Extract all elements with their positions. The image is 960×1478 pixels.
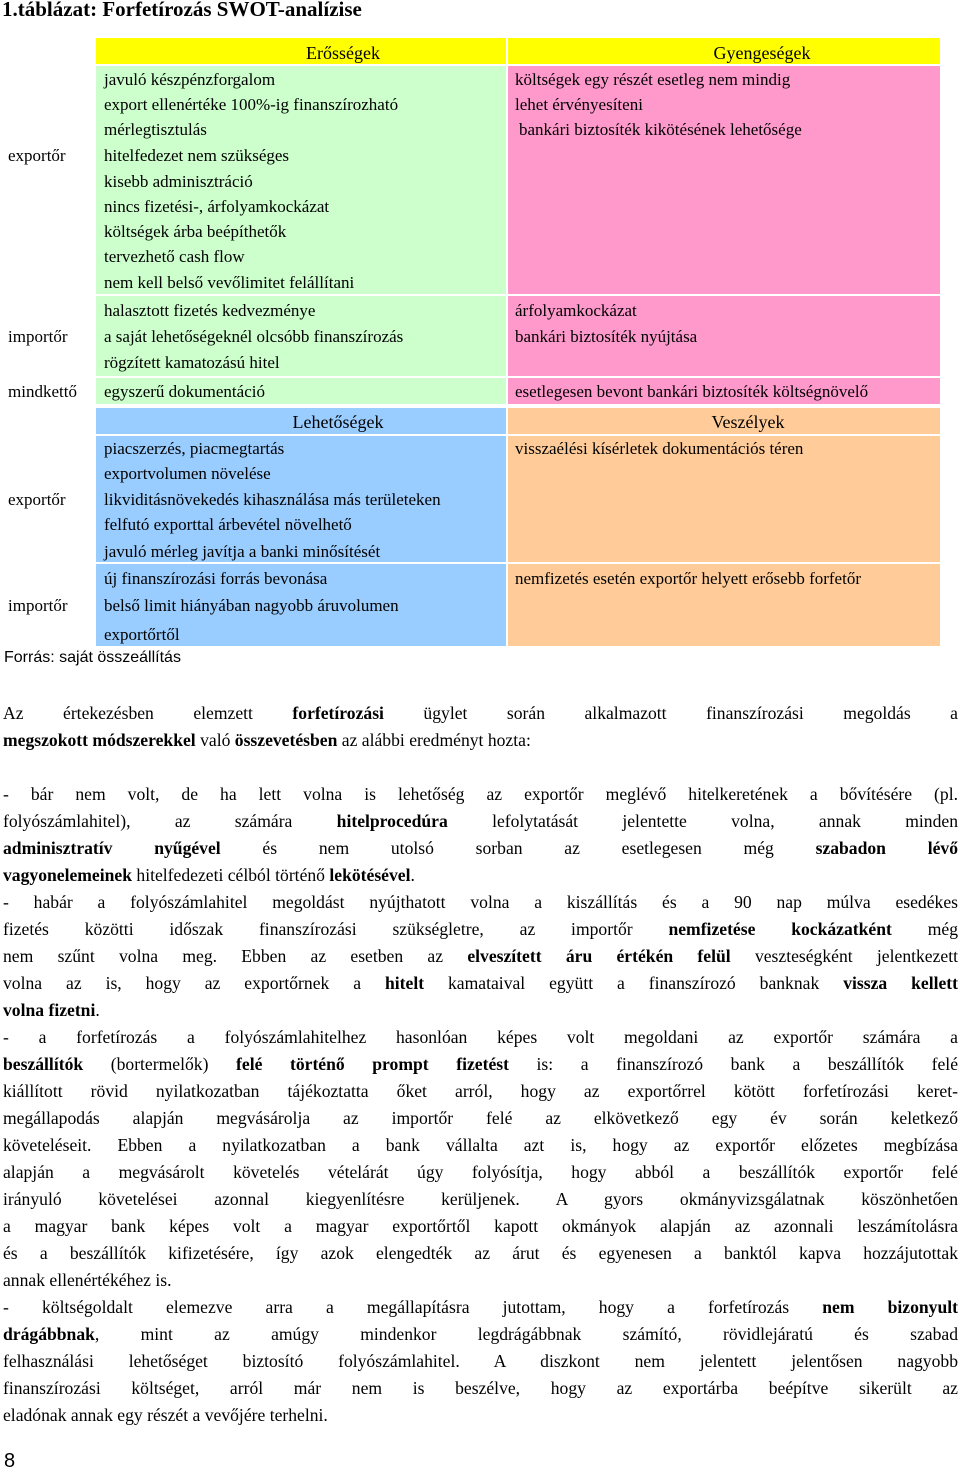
strength-item: mérlegtisztulás (104, 120, 207, 139)
bold-term: vissza kellett (843, 973, 958, 993)
bold-term: hitelprocedúra (336, 811, 448, 831)
paragraph-line (3, 970, 958, 997)
text-run: volna az is, hogy az exportőrnek a (3, 973, 385, 993)
paragraph-line: - a forfetírozás a folyószámlahitelhez hasonlóan képes volt megoldani az exportőr számára a (3, 1027, 958, 1047)
bold-term: nemfizetése kockázatként (668, 919, 892, 939)
text-run: , mint az amúgy mindenkor legdrágábbnak számító, rövidlejáratú és szabad (94, 1324, 958, 1344)
strength-item: halasztott fizetés kedvezménye (104, 301, 316, 320)
paragraph-line: és a beszállítók kifizetésére, így azok elengedték az árut és egyenesen a banktól kapva hozzájutottak (3, 1243, 958, 1263)
bold-term: forfetírozási (292, 703, 384, 723)
opportunities-header: Lehetőségek (292, 412, 384, 432)
weakness-item: költségek egy részét esetleg nem mindig (515, 70, 791, 89)
strength-item: a saját lehetőségeknél olcsóbb finanszírozás (104, 327, 404, 346)
paragraph-line (3, 862, 958, 889)
row-label-both: mindkettő (8, 382, 77, 401)
paragraph-line: követeléseit. Ebben a nyilatkozatban a bank vállalta azt is, hogy az exportőr előzetes megbízása (3, 1135, 958, 1155)
bold-term: szabadon lévő (815, 838, 959, 858)
text-run: (bortermelők) (83, 1054, 237, 1074)
text-run: való (195, 730, 235, 750)
text-run: Az értekezésben elemzett (3, 703, 293, 723)
paragraph-line (3, 1321, 958, 1348)
row-label-exporter: exportőr (8, 490, 66, 509)
row-label-importer: importőr (8, 327, 68, 346)
paragraph-line (3, 916, 958, 943)
paragraph-line (3, 808, 958, 835)
weaknesses-header: Gyengeségek (713, 43, 811, 63)
paragraph-line: kiállított rövid nyilatkozatban tájékoztatta őket arról, hogy az exportőrrel kötött forfetírozási keret- (3, 1081, 958, 1101)
opportunity-item: javuló mérleg javítja a banki minősítését (104, 542, 381, 561)
bold-term: hitelt (384, 973, 425, 993)
paragraph-line: megállapodás alapján megvásárolja az importőr felé az elkövetkező egy év során keletkező (3, 1108, 958, 1128)
weakness-item: esetlegesen bevont bankári biztosíték költségnövelő (515, 382, 869, 401)
strength-item: nincs fizetési-, árfolyamkockázat (104, 197, 330, 216)
text-run: és nem utolsó sorban az esetlegesen még (220, 838, 816, 858)
table-caption: 1.táblázat: Forfetírozás SWOT-analízise (2, 0, 362, 21)
paragraph-line: - habár a folyószámlahitel megoldást nyújthatott volna a kiszállítás és a 90 nap múlva esedékes (3, 892, 958, 912)
bold-term: nem bizonyult (822, 1297, 958, 1317)
opportunity-item: likviditásnövekedés kihasználása más területeken (104, 490, 441, 509)
threat-item: nemfizetés esetén exportőr helyett erősebb forfetőr (515, 569, 861, 588)
text-run: folyószámlahitel), az számára (3, 811, 337, 831)
paragraph-line: - bár nem volt, de ha lett volna is lehetőség az exportőr meglévő hitelkeretének a bővítésére (pl. (3, 784, 958, 804)
source-note: Forrás: saját összeállítás (4, 649, 181, 666)
text-run: veszteségként jelentkezett (730, 946, 958, 966)
strength-item: export ellenértéke 100%-ig finanszírozható (104, 95, 399, 114)
text-run: fizetés közötti időszak finanszírozási szükségletre, az importőr (3, 919, 669, 939)
text-run: hitelfedezeti célból történő (132, 865, 330, 885)
intro-line (3, 727, 958, 754)
opportunity-item: exportvolumen növelése (104, 464, 271, 483)
bold-term: adminisztratív nyűgével (3, 838, 221, 858)
opportunity-item: felfutó exporttal árbevétel növelhető (104, 515, 352, 534)
row-label-importer: importőr (8, 596, 68, 615)
bold-term: összevetésben (234, 730, 338, 750)
weakness-item: lehet érvényesíteni (515, 95, 643, 114)
paragraph-line (3, 835, 958, 862)
bold-term: drágábbnak (3, 1324, 95, 1344)
text-run: nem szűnt volna meg. Ebben az esetben az (3, 946, 468, 966)
bold-term: beszállítók (3, 1054, 84, 1074)
weakness-item: bankári biztosíték nyújtása (515, 327, 698, 346)
weakness-item: bankári biztosíték kikötésének lehetősége (519, 120, 802, 139)
bold-term: volna fizetni (3, 1000, 96, 1020)
strengths-header: Erősségek (306, 43, 380, 63)
bold-term: lekötésével (329, 865, 411, 885)
opportunity-item: új finanszírozási forrás bevonása (104, 569, 328, 588)
text-run: . (410, 865, 415, 885)
strength-item: nem kell belső vevőlimitet felállítani (104, 273, 355, 292)
paragraph-line (3, 1294, 958, 1321)
strength-item: hitelfedezet nem szükséges (104, 146, 290, 165)
paragraph-line: alapján a megvásárolt követelés vételárát úgy folyósítja, hogy abból a beszállítók exportőr felé (3, 1162, 958, 1182)
row-label-exporter: exportőr (8, 146, 66, 165)
paragraph-line (3, 943, 958, 970)
opportunity-item: belső limit hiányában nagyobb áruvolumen (104, 596, 399, 615)
text-run: kamataival együtt a finanszírozó banknak (424, 973, 844, 993)
text-run: az alábbi eredményt hozta: (337, 730, 531, 750)
page-number: 8 (4, 1450, 16, 1472)
strength-item: költségek árba beépíthetők (104, 222, 287, 241)
text-run: is: a finanszírozó bank a beszállítók felé (508, 1054, 959, 1074)
opportunity-item: exportőrtől (104, 625, 180, 644)
weakness-item: árfolyamkockázat (515, 301, 637, 320)
strength-item: kisebb adminisztráció (104, 172, 253, 191)
strength-item: javuló készpénzforgalom (104, 70, 276, 89)
text-run: még (891, 919, 958, 939)
strength-item: egyszerű dokumentáció (104, 382, 265, 401)
bold-term: felé történő prompt fizetést (236, 1054, 509, 1074)
text-run: lefolytatását jelentette volna, annak minden (447, 811, 959, 831)
strength-item: rögzített kamatozású hitel (104, 353, 280, 372)
opportunity-item: piacszerzés, piacmegtartás (104, 439, 285, 458)
paragraph-line (3, 1051, 958, 1078)
bold-term: elveszített áru értékén felül (467, 946, 731, 966)
paragraph-line: irányuló követelései azonnal kiegyenlítésre kerüljenek. A gyors okmányvizsgálatnak köszönhetően (3, 1189, 958, 1209)
text-run: ügylet során alkalmazott finanszírozási megoldás a (383, 703, 958, 723)
paragraph-line: felhasználási lehetőséget biztosító folyószámlahitel. A diszkont nem jelentett jelentősen nagyobb (3, 1351, 958, 1371)
paragraph-line: finanszírozási költséget, arról már nem is beszélve, hogy az exportárba beépítve sikerült az (3, 1378, 958, 1398)
bold-term: megszokott módszerekkel (3, 730, 196, 750)
text-run: . (95, 1000, 100, 1020)
text-run: - költségoldalt elemezve arra a megállapításra jutottam, hogy a forfetírozás (3, 1297, 823, 1317)
paragraph-line: annak ellenértékéhez is. (3, 1270, 172, 1290)
threat-item: visszaélési kísérletek dokumentációs téren (515, 439, 804, 458)
paragraph-line (3, 997, 958, 1024)
threats-header: Veszélyek (711, 412, 785, 432)
strength-item: tervezhető cash flow (104, 247, 245, 266)
intro-line (3, 700, 958, 727)
paragraph-line: eladónak annak egy részét a vevőjére terhelni. (3, 1405, 328, 1425)
bold-term: vagyonelemeinek (3, 865, 133, 885)
paragraph-line: a magyar bank képes volt a magyar exportőrtől kapott okmányok alapján az azonnali leszámítolásra (3, 1216, 958, 1236)
